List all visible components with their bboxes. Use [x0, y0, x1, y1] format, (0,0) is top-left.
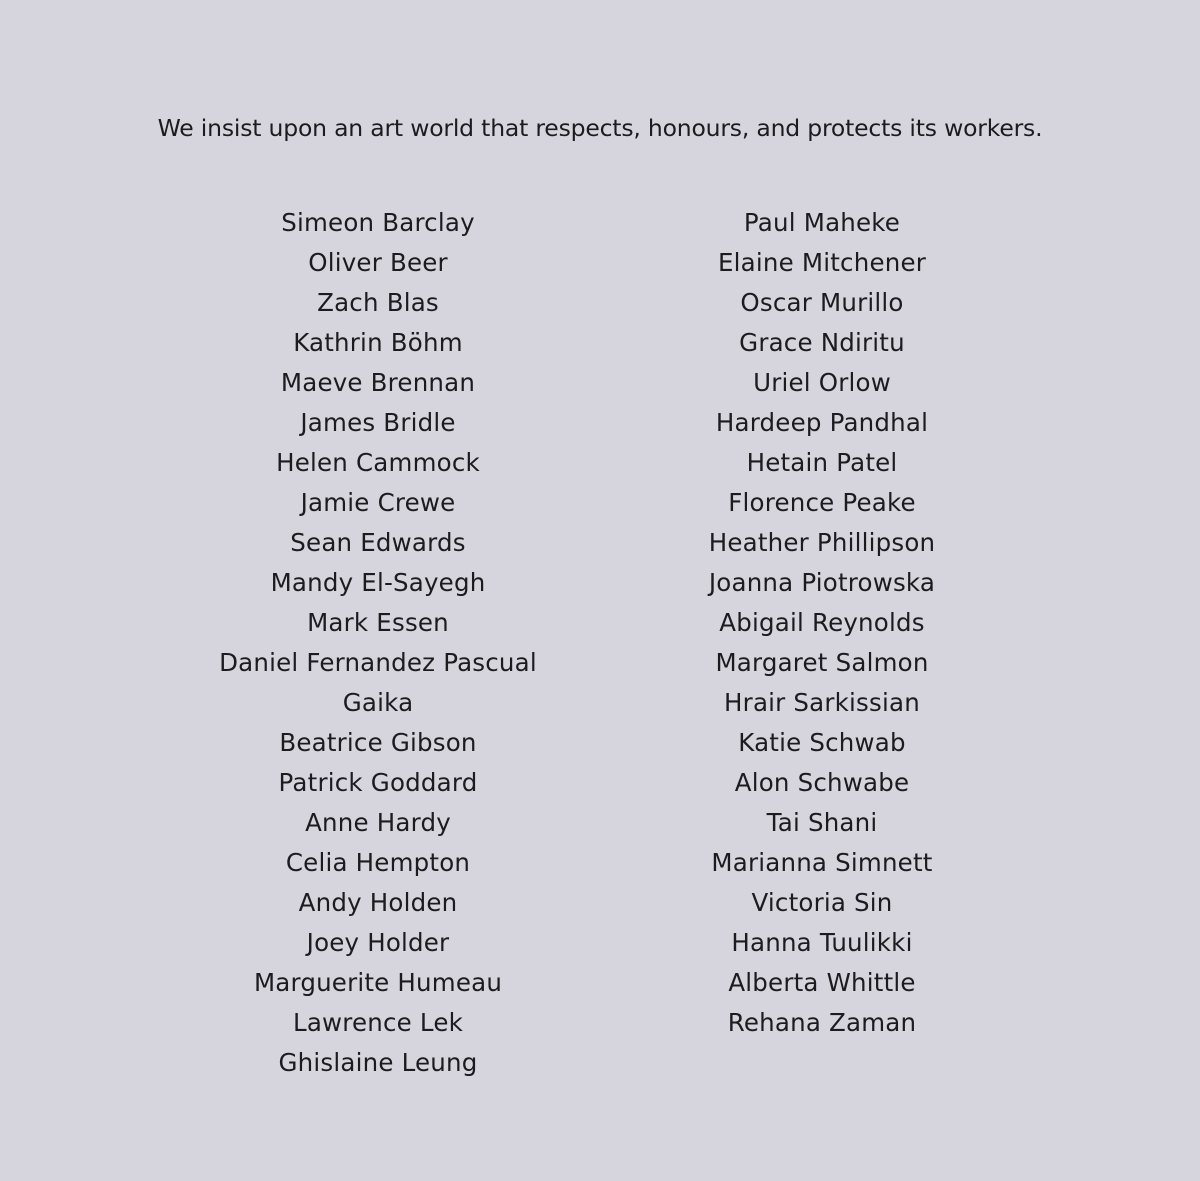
signatory-name: Rehana Zaman: [727, 1008, 917, 1037]
signatory-name: Katie Schwab: [738, 728, 906, 757]
signatory-name: Marianna Simnett: [711, 848, 933, 877]
signatory-name: Lawrence Lek: [292, 1008, 464, 1037]
signatory-name: Ghislaine Leung: [278, 1048, 478, 1077]
statement-text: We insist upon an art world that respects, honours, and protects its workers.: [157, 114, 1043, 142]
signatory-name: Anne Hardy: [305, 808, 451, 837]
signatory-name: Heather Phillipson: [708, 528, 936, 557]
signatory-name: Gaika: [342, 688, 414, 717]
signatory-name: Hetain Patel: [746, 448, 898, 477]
signatory-name: Oscar Murillo: [740, 288, 904, 317]
signatory-name: Daniel Fernandez Pascual: [219, 648, 537, 677]
signatory-name: Mark Essen: [307, 608, 449, 637]
signatory-name: Maeve Brennan: [280, 368, 476, 397]
signatory-name: Zach Blas: [317, 288, 439, 317]
signatory-name: Hrair Sarkissian: [724, 688, 920, 717]
signatory-name: Patrick Goddard: [278, 768, 478, 797]
signatory-name: Elaine Mitchener: [718, 248, 926, 277]
signatory-name: Florence Peake: [728, 488, 916, 517]
signatory-name: Joey Holder: [306, 928, 450, 957]
signatory-name: Alberta Whittle: [728, 968, 916, 997]
signatories-right-column: [592, 203, 1052, 1043]
signatory-name: Uriel Orlow: [753, 368, 891, 397]
signatory-name: Grace Ndiritu: [739, 328, 905, 357]
signatory-name: Oliver Beer: [308, 248, 448, 277]
signatory-name: Joanna Piotrowska: [708, 568, 936, 597]
signatory-name: Helen Cammock: [276, 448, 480, 477]
signatory-name: Abigail Reynolds: [719, 608, 925, 637]
signatory-name: Beatrice Gibson: [279, 728, 477, 757]
signatory-name: Hanna Tuulikki: [731, 928, 913, 957]
signatory-name: Hardeep Pandhal: [715, 408, 929, 437]
signatory-name: Kathrin Böhm: [293, 328, 463, 357]
signatory-name: Margaret Salmon: [715, 648, 929, 677]
signatory-name: Jamie Crewe: [300, 488, 456, 517]
signatory-name: Alon Schwabe: [734, 768, 910, 797]
signatory-name: Sean Edwards: [290, 528, 466, 557]
signatory-name: Mandy El-Sayegh: [270, 568, 486, 597]
signatory-name: Paul Maheke: [743, 208, 901, 237]
signatory-name: Andy Holden: [298, 888, 458, 917]
signatory-name: Victoria Sin: [751, 888, 893, 917]
signatory-name: Simeon Barclay: [281, 208, 475, 237]
signatory-name: James Bridle: [300, 408, 456, 437]
signatory-name: Tai Shani: [766, 808, 878, 837]
signatory-name: Marguerite Humeau: [253, 968, 503, 997]
signatory-name: Celia Hempton: [285, 848, 471, 877]
signatories-left-column: [148, 203, 608, 1083]
